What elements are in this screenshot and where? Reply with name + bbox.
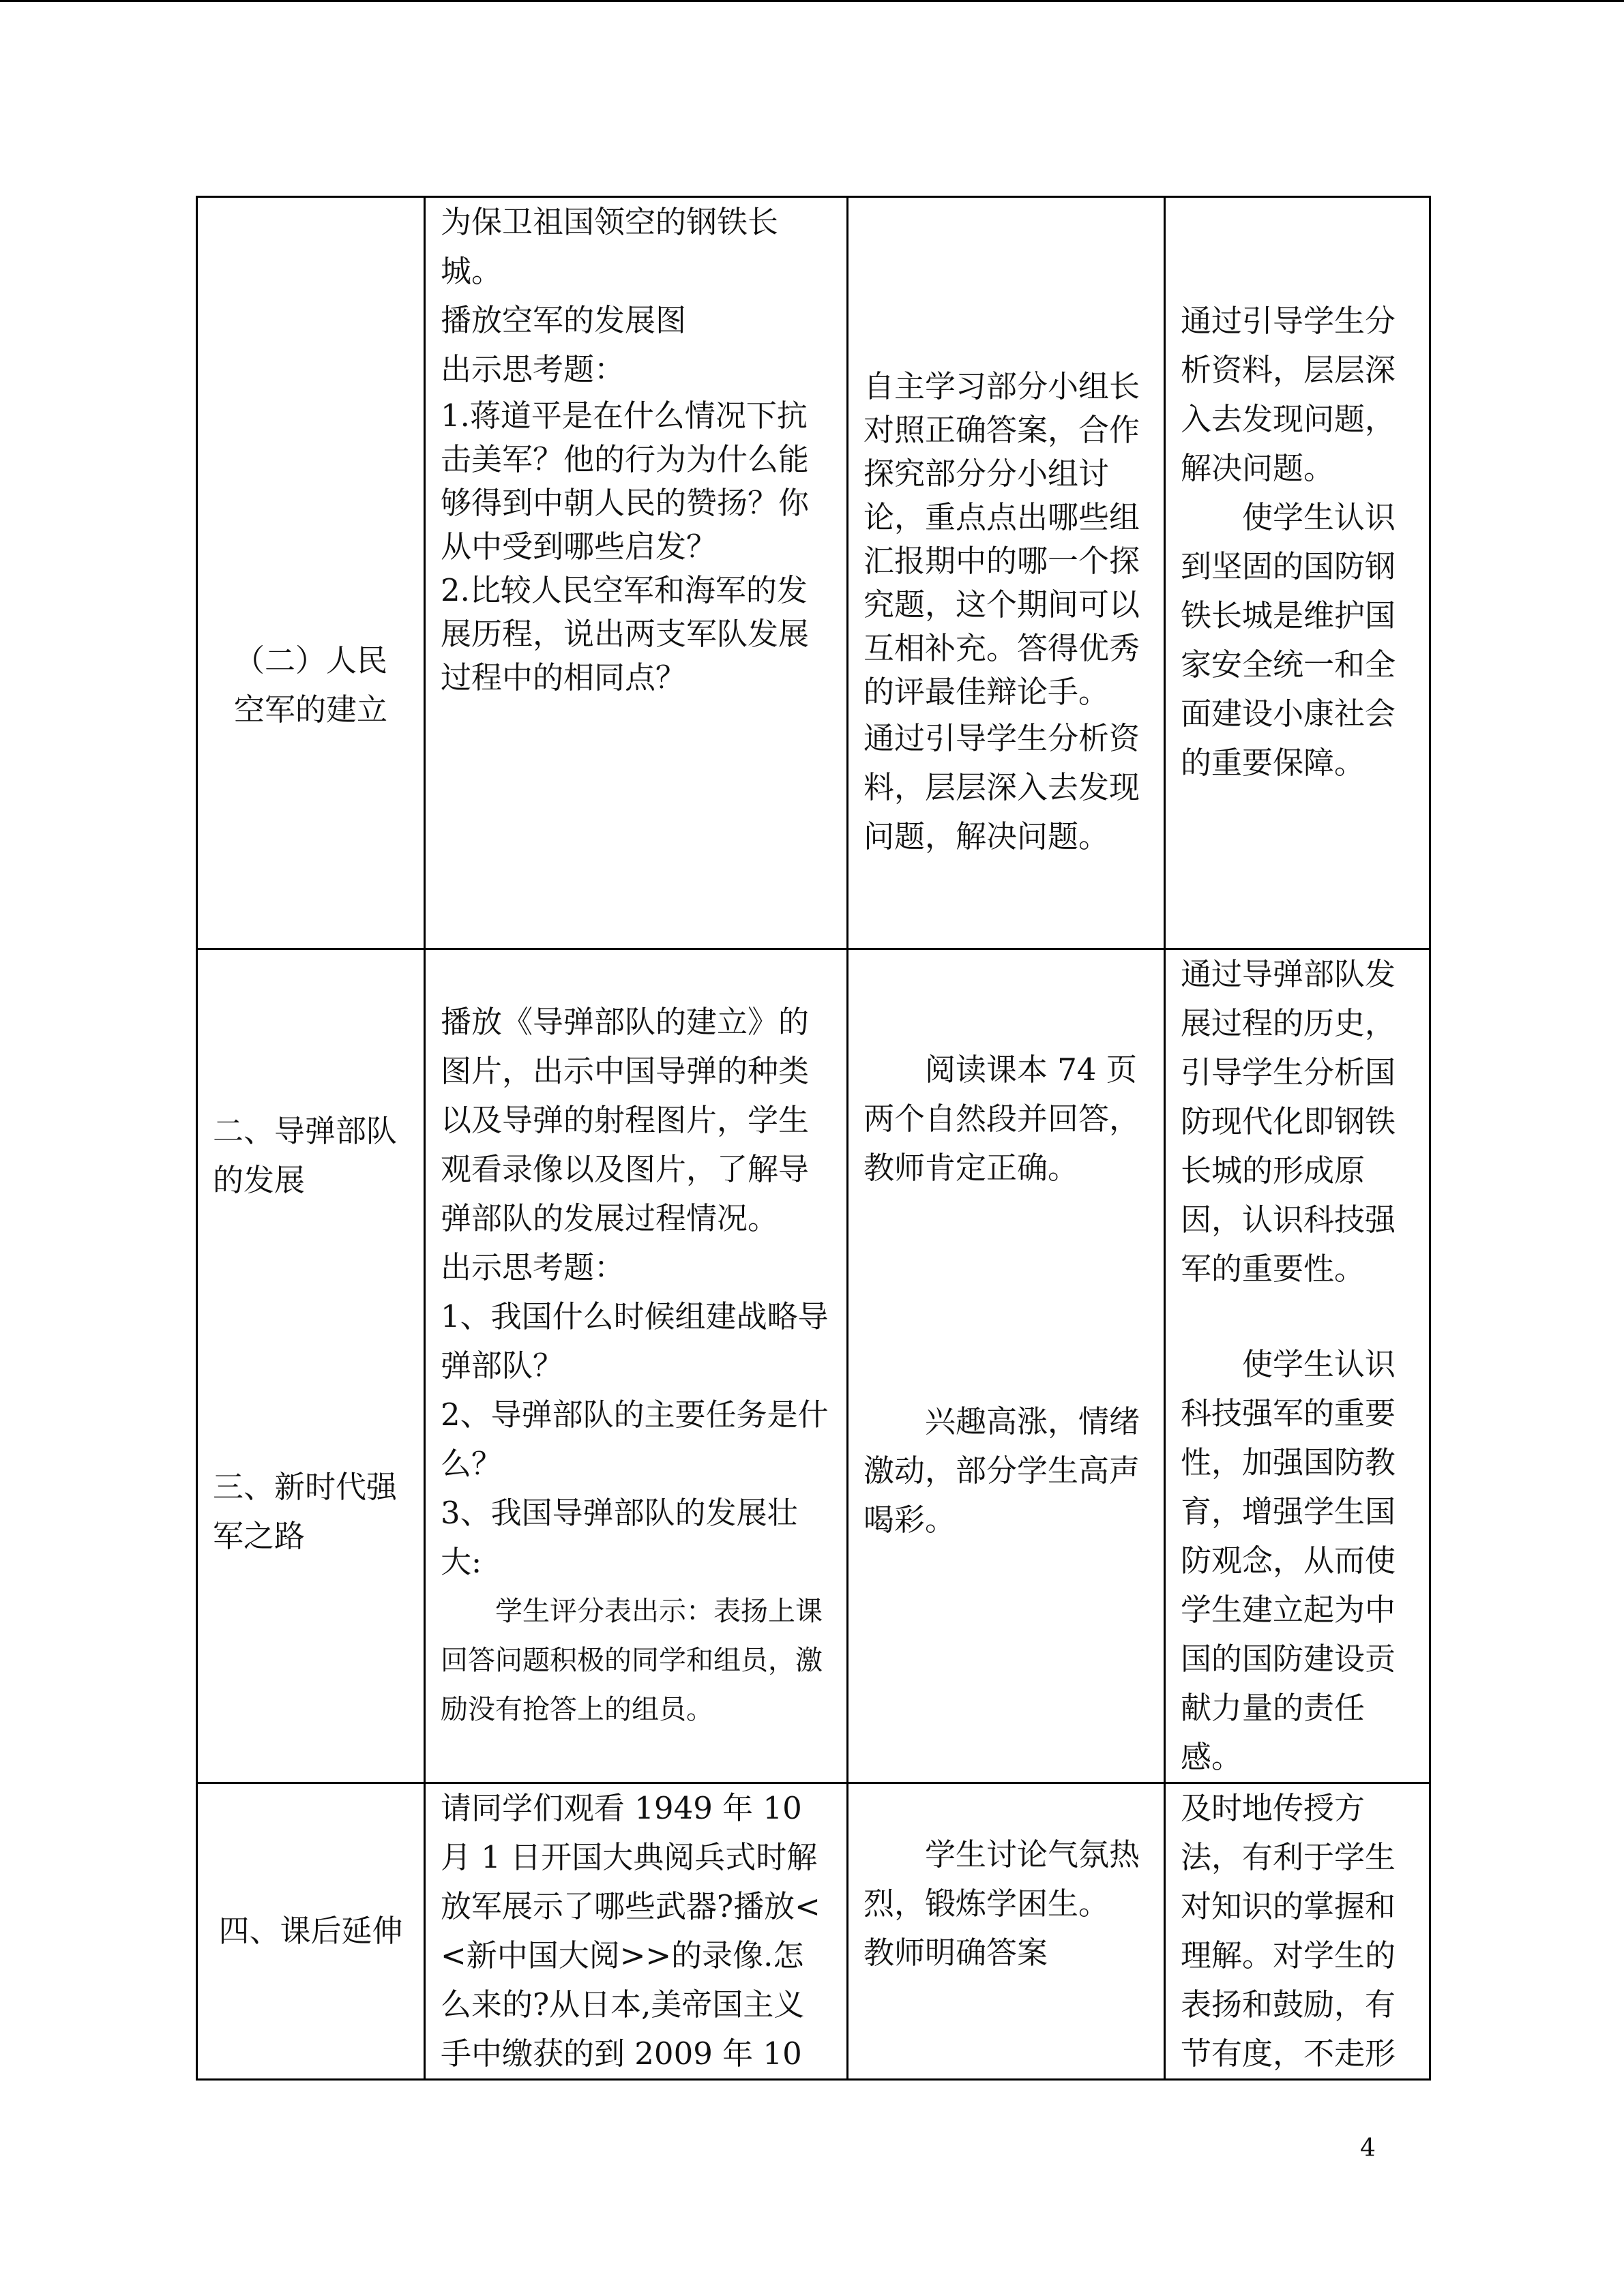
page-number: 4 — [1360, 2134, 1376, 2162]
section-title-line: （二）人民 — [233, 642, 387, 679]
paragraph: 兴趣高涨，情绪激动，部分学生高声喝彩。 — [863, 1403, 1140, 1538]
design-intent-cell — [1165, 1783, 1430, 2080]
section-cell — [197, 197, 425, 949]
section-cell — [197, 949, 425, 1783]
table-row — [197, 949, 1430, 1783]
paragraph: 学生讨论气氛热烈，锻炼学困生。 — [863, 1836, 1140, 1922]
section-title-line: 空军的建立 — [233, 691, 387, 728]
paragraph: 播放《导弹部队的建立》的图片，出示中国导弹的种类以及导弹的射程图片，学生观看录像以及图片，了解导弹部队的发展过程情况。 — [441, 1004, 810, 1236]
paragraph: 出示思考题： — [441, 1249, 625, 1285]
paragraph: 自主学习部分小组长对照正确答案，合作探究部分分小组讨论，重点点出哪些组汇报期中的哪一个探究题，这个期间可以互相补充。答得优秀的评最佳辩论手。 — [863, 368, 1140, 710]
teacher-activity-cell — [425, 1783, 848, 2080]
design-intent-cell — [1165, 949, 1430, 1783]
paragraph: 通过引导学生分析资料，层层深入去发现问题，解决问题。 — [863, 720, 1140, 854]
paragraph: 2、导弹部队的主要任务是什么？ — [441, 1397, 829, 1482]
paragraph: 2.比较人民空军和海军的发展历程，说出两支军队发展过程中的相同点？ — [441, 572, 810, 696]
section-cell — [197, 1783, 425, 2080]
section-title-line: 二、导弹部队的发展 — [213, 1113, 398, 1198]
paragraph: 使学生认识到坚固的国防钢铁长城是维护国家安全统一和全面建设小康社会的重要保障。 — [1181, 499, 1396, 781]
paragraph: 通过引导学生分析资料，层层深入去发现问题，解决问题。 — [1181, 303, 1396, 486]
design-intent-cell — [1165, 197, 1430, 949]
paragraph: 播放空军的发展图 — [441, 302, 687, 338]
paragraph: 出示思考题： — [441, 351, 625, 387]
section-title-line: 四、课后延伸 — [218, 1913, 403, 1949]
paragraph: 为保卫祖国领空的钢铁长城。 — [441, 204, 779, 289]
paragraph: 1.蒋道平是在什么情况下抗击美军？他的行为为什么能够得到中朝人民的赞扬？你从中受到哪些启发？ — [441, 398, 810, 565]
section-title-line: 三、新时代强军之路 — [213, 1469, 398, 1554]
student-activity-cell — [848, 197, 1165, 949]
paragraph: 通过导弹部队发展过程的历史，引导学生分析国防现代化即钢铁长城的形成原因，认识科技强军的重要性。 — [1181, 956, 1396, 1287]
student-activity-cell — [848, 949, 1165, 1783]
paragraph: 1、我国什么时候组建战略导弹部队？ — [441, 1298, 829, 1384]
teacher-activity-cell — [425, 197, 848, 949]
table-row — [197, 197, 1430, 949]
lesson-plan-table — [196, 196, 1431, 2081]
paragraph: 请同学们观看 1949 年 10 月 1 日开国大典阅兵式时解放军展示了哪些武器?播放<<新中国大阅>>的录像.怎么来的?从日本,美帝国主义手中缴获的到 2009 年 10 — [441, 1790, 821, 2072]
paragraph: 及时地传授方法，有利于学生对知识的掌握和理解。对学生的表扬和鼓励，有节有度，不走形 — [1181, 1790, 1396, 2072]
table-row — [197, 1783, 1430, 2080]
teacher-activity-cell — [425, 949, 848, 1783]
paragraph: 教师明确答案 — [863, 1935, 1048, 1971]
top-border-line — [0, 0, 1624, 2]
student-activity-cell — [848, 1783, 1165, 2080]
paragraph: 学生评分表出示：表扬上课回答问题积极的同学和组员，激励没有抢答上的组员。 — [441, 1596, 823, 1725]
paragraph: 3、我国导弹部队的发展壮大: — [441, 1495, 798, 1580]
paragraph: 阅读课本 74 页两个自然段并回答，教师肯定正确。 — [863, 1052, 1140, 1186]
paragraph: 使学生认识科技强军的重要性，加强国防教育，增强学生国防观念，从而使学生建立起为中国的国防建设贡献力量的责任感。 — [1181, 1346, 1396, 1775]
